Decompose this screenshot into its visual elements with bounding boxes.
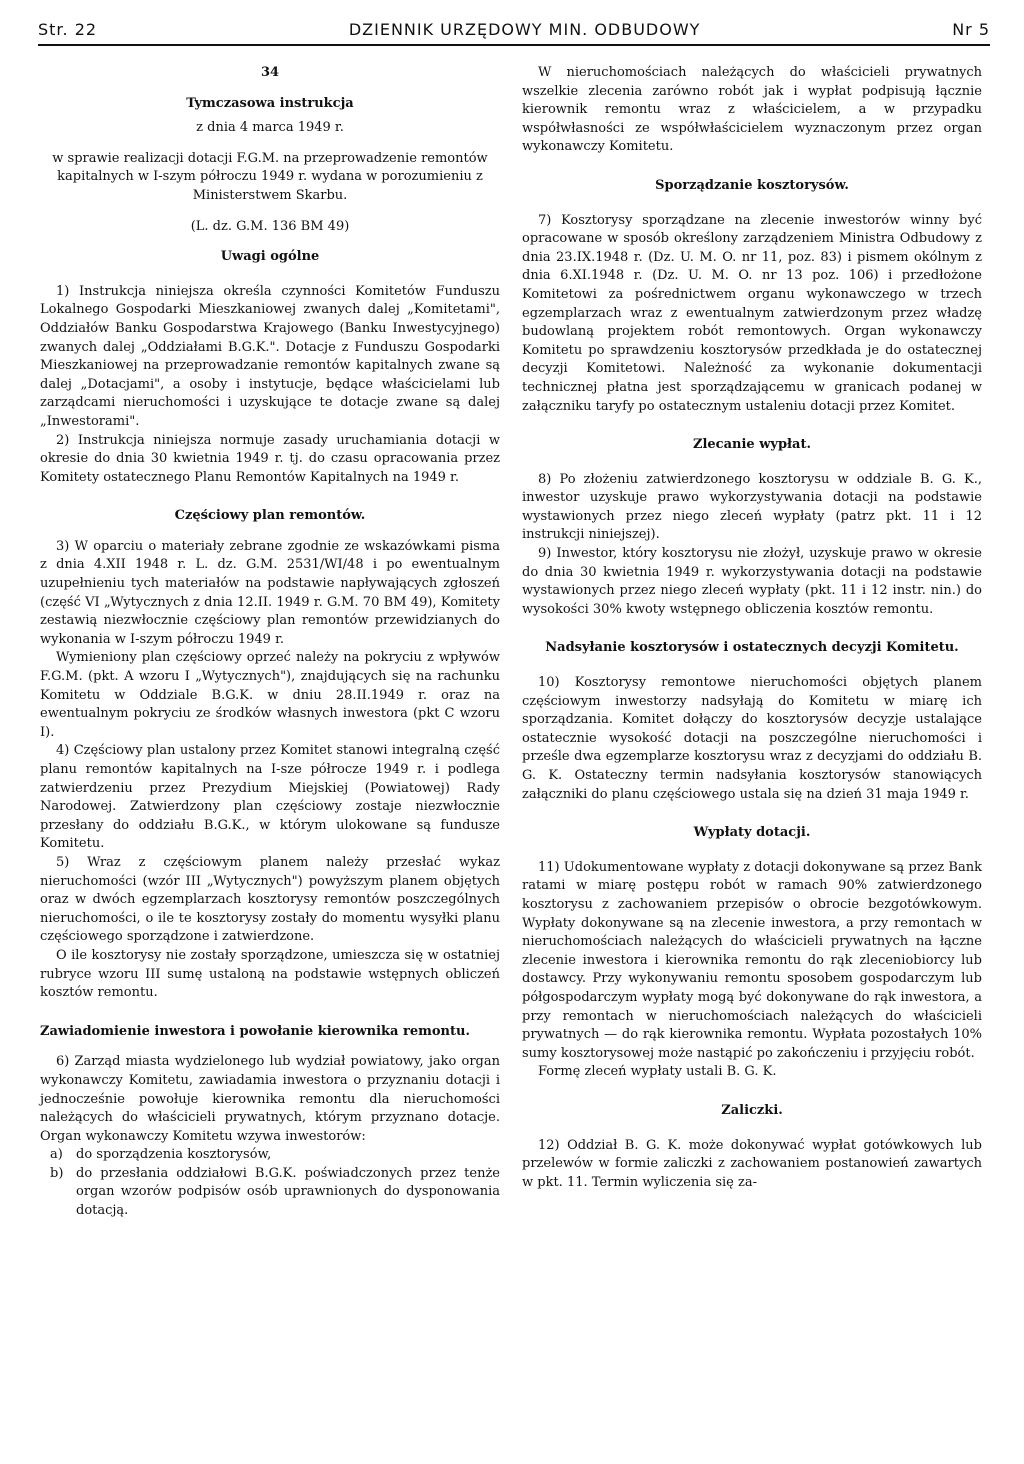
issue-number: Nr 5 [952,19,990,39]
header-rule [38,44,990,46]
section-heading-notification: Zawiadomienie inwestora i powołanie kierownika remontu. [40,1023,470,1039]
journal-title: DZIENNIK URZĘDOWY MIN. ODBUDOWY [348,19,701,39]
list-label-b: b) [50,1165,64,1181]
paragraph-11b: Formę zleceń wypłaty ustali B. G. K. [538,1064,777,1080]
paragraph-7: 7) Kosztorysy sporządzane na zlecenie inwestorów winny być opracowane w sposób określony zarządzeniem Ministra Odbudowy z dnia 23.IX.1948 r. (Dz. U. M. O. nr 11, poz. 83) i pismem okólnym z dnia 6.XI.1948 r. (Dz. U. M. O. nr 13 poz. 106) i przedłożone Komitetowi za pośrednictwem organu wykonawczego w trzech egzemplarzach wraz z ewentualnym zatwierdzonym przez władzę budowlaną projektem robót remontowych. Organ wykonawczy Komitetu po sprawdzeniu kosztorysów przedkłada je do ostatecznej decyzji Komitetowi. Należność za wykonanie dokumentacji technicznej płatna jest sporządzającemu w granicach podanej w załączniku taryfy po ostatecznym ustaleniu dotacji przez Komitet. [522,212,982,414]
left-column [40,64,500,1221]
paragraph-12: 12) Oddział B. G. K. może dokonywać wypłat gotówkowych lub przelewów w formie zaliczki z zachowaniem postanowień zawartych w pkt. 11. Termin wyliczenia się za- [522,1137,982,1190]
paragraph-3b: Wymieniony plan częściowy oprzeć należy na pokryciu z wpływów F.G.M. (pkt. A wzoru I „Wytycznych"), znajdujących się na rachunku Komitetu w Oddziale B.G.K. w dniu 28.II.1949 r. oraz na ewentualnym pokryciu ze środków własnych inwestora (pkt C wzoru I). [40,650,500,740]
list-item-a [40,1146,500,1165]
paragraph-9: 9) Inwestor, który kosztorysu nie złożył, uzyskuje prawo w okresie do dnia 30 kwietnia 1949 r. wykorzystywania dotacji na podstawie wystawionych przez niego zleceń wypłaty (pkt. 11 i 12 instr. nin.) do wysokości 30% kwoty wstępnego obliczenia kosztów remontu. [522,546,982,617]
list-text-a: do sporządzenia kosztorysów, [76,1147,272,1163]
list-text-b: do przesłania oddziałowi B.G.K. poświadczonych przez tenże organ wzorów podpisów osób uprawnionych do dysponowania dotacją. [76,1165,500,1219]
paragraph-5b: O ile kosztorysy nie zostały sporządzone, umieszcza się w ostatniej rubryce wzoru III sumę ustaloną na podstawie wstępnych obliczeń kosztów remontu. [40,947,500,1001]
paragraph-11: 11) Udokumentowane wypłaty z dotacji dokonywane są przez Bank ratami w miarę postępu robót w ramach 90% zatwierdzonego kosztorysu z zachowaniem przepisów o obrocie bezgotówkowym. Wypłaty dokonywane są na zlecenie inwestora, a przy remontach w nieruchomościach należących do właścicieli prywatnych na łączne zlecenie inwestora i kierownika remontu do rąk zleceniobiorcy lub dostawcy. Przy wykonywaniu remontu sposobem gospodarczym lub półgospodarczym wypłaty mogą być dokonywane do rąk inwestora, a przy remontach w nieruchomościach należących do właścicieli prywatnych — do rąk kierownika remontu. Wypłata pozostałych 10% sumy kosztorysowej może nastąpić po zakończeniu i przyjęciu robót. [522,859,982,1061]
paragraph-10: 10) Kosztorysy remontowe nieruchomości objętych planem częściowym inwestorzy nadsyłają do Komitetu w miarę ich sporządzania. Komitet dołączy do kosztorysów decyzje ustalające ostatecznie wysokość dotacji na poszczególne nieruchomości i prześle dwa egzemplarze kosztorysu wraz z decyzjami do oddziału B. G. K. Ostateczny termin nadsyłania kosztorysów stanowiących załączniki do planu częściowego ustala się na dzień 31 maja 1949 r. [522,675,982,802]
paragraph-5: 5) Wraz z częściowym planem należy przesłać wykaz nieruchomości (wzór III „Wytycznych") powyższym planem objętych oraz w dwóch egzemplarzach kosztorysy remontów poszczególnych nieruchomości, o ile te kosztorysy zostały do momentu wysyłki planu częściowego sporządzone i zatwierdzone. [40,854,500,945]
document-reference: (L. dz. G.M. 136 BM 49) [190,218,350,234]
section-heading-sending: Nadsyłanie kosztorysów i ostatecznych decyzji Komitetu. [545,640,959,656]
document-number: 34 [260,65,280,80]
paragraph-intro: W nieruchomościach należących do właścicieli prywatnych wszelkie zlecenia zarówno robót jak i wypłat podpisują łącznie kierownik remontu wraz z właścicielem, a w przypadku współwłasności ze współwłaścicielem wyznaczonym przez organ wykonawczy Komitetu. [522,65,982,155]
list-item-b [40,1165,500,1221]
page-number: Str. 22 [38,19,98,39]
section-heading-estimates: Sporządzanie kosztorysów. [655,177,849,193]
section-heading-orders: Zlecanie wypłat. [692,437,811,453]
paragraph-4: 4) Częściowy plan ustalony przez Komitet stanowi integralną część planu remontów kapitalnych na I-sze półrocze 1949 r. i podlega zatwierdzeniu przez Prezydium Miejskiej (Powiatowej) Rady Narodowej. Zatwierdzony plan częściowy zostaje niezwłocznie przesłany do oddziału B.G.K., w którym ulokowane są fundusze Komitetu. [40,743,500,852]
section-heading-advances: Zaliczki. [721,1102,783,1118]
right-column [522,64,982,1192]
paragraph-6: 6) Zarząd miasta wydzielonego lub wydział powiatowy, jako organ wykonawczy Komitetu, zawiadamia inwestora o przyznaniu dotacji i jednocześnie powołuje kierownika remontu dla nieruchomości należących do właścicieli prywatnych, którym przyznano dotacje. Organ wykonawczy Komitetu wzywa inwestorów: [40,1054,500,1144]
document-title: Tymczasowa instrukcja [186,95,354,111]
page-header [38,14,990,44]
section-heading-payments: Wypłaty dotacji. [693,825,811,841]
paragraph-2: 2) Instrukcja niniejsza normuje zasady uruchamiania dotacji w okresie do dnia 30 kwietnia 1949 r. tj. do czasu opracowania przez Komitety ostatecznego Planu Remontów Kapitalnych na 1949 r. [40,432,500,485]
document-subject: w sprawie realizacji dotacji F.G.M. na przeprowadzenie remontów kapitalnych w I-szym półroczu 1949 r. wydana w porozumieniu z Ministerstwem Skarbu. [52,150,488,203]
section-heading-partial-plan: Częściowy plan remontów. [174,508,366,524]
paragraph-8: 8) Po złożeniu zatwierdzonego kosztorysu w oddziale B. G. K., inwestor uzyskuje prawo wykorzystywania dotacji na podstawie wystawionych przez niego zleceń wypłaty (patrz pkt. 11 i 12 instrukcji niniejszej). [522,471,982,543]
section-heading-general: Uwagi ogólne [220,249,320,265]
paragraph-3: 3) W oparciu o materiały zebrane zgodnie ze wskazówkami pisma z dnia 4.XII 1948 r. L. dz. G.M. 2531/WI/48 i po ewentualnym uzupełnieniu tych materiałów na podstawie napływających zgłoszeń (część VI „Wytycznych z dnia 12.II. 1949 r. G.M. 70 BM 49), Komitety zestawią niezwłocznie częściowy plan remontów przewidzianych do wykonania w I-szym półroczu 1949 r. [40,538,500,647]
document-date: z dnia 4 marca 1949 r. [196,120,344,136]
paragraph-1: 1) Instrukcja niniejsza określa czynności Komitetów Funduszu Lokalnego Gospodarki Mieszkaniowej zwanych dalej „Komitetami", Oddziałów Banku Gospodarstwa Krajowego (Banku Inwestycyjnego) zwanych dalej „Oddziałami B.G.K.". Dotacje z Funduszu Gospodarki Mieszkaniowej na przeprowadzanie remontów kapitalnych zwane są dalej „Dotacjami", a osoby i instytucje, będące właścicielami lub zarządcami nieruchomości i uzyskujące te dotacje zwane są dalej „Inwestorami". [40,283,500,429]
list-label-a: a) [50,1147,63,1163]
